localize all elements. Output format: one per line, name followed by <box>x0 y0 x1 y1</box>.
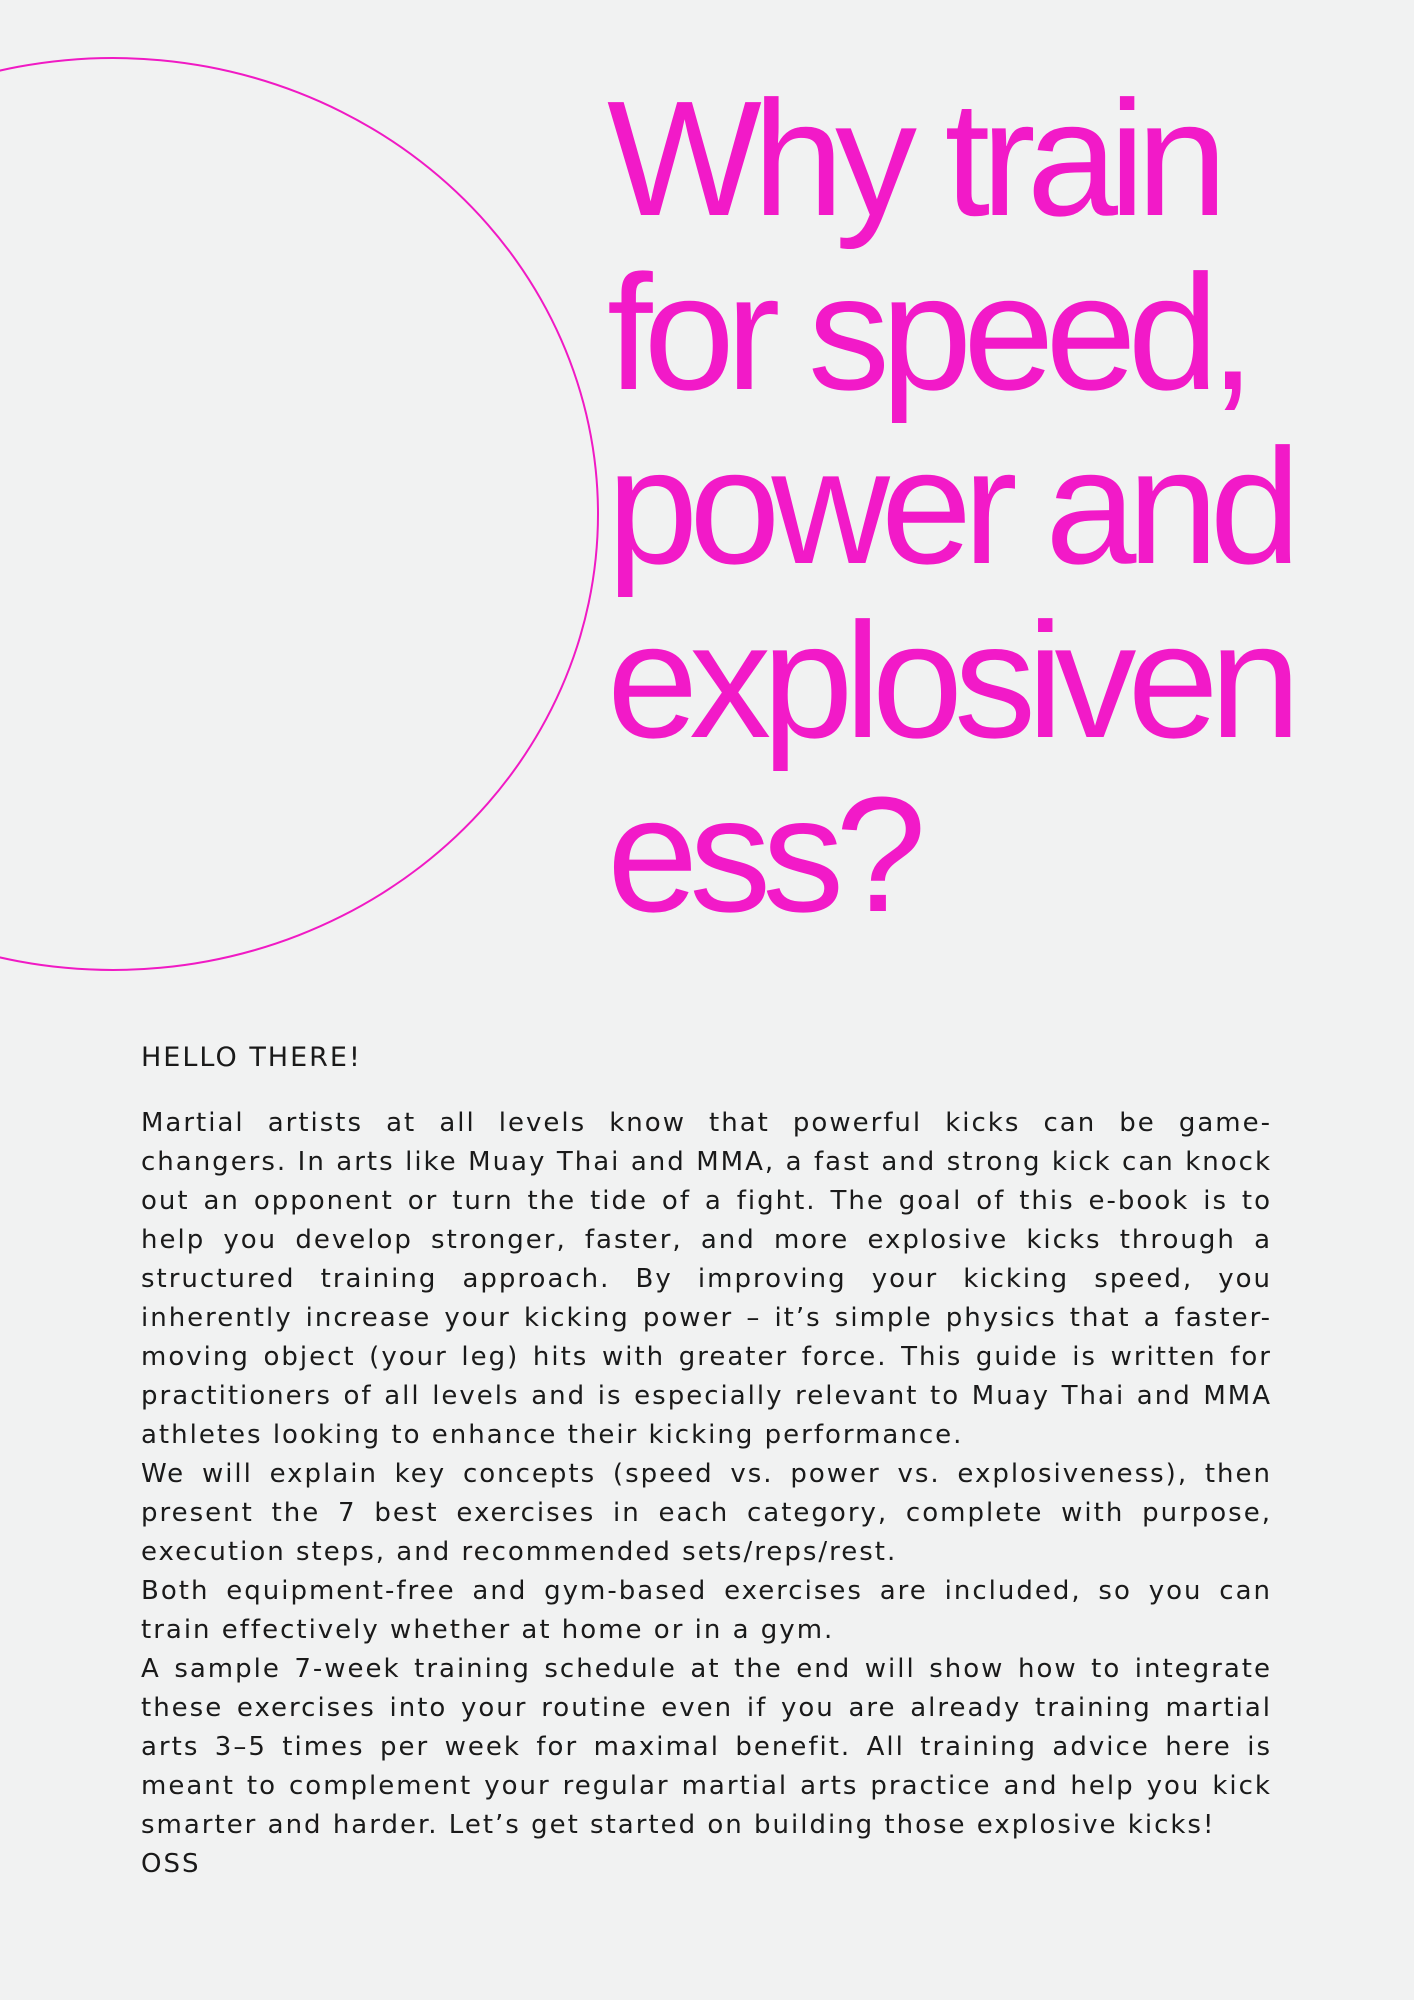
title-line-4: explosiven <box>607 589 1292 772</box>
greeting-heading: HELLO THERE! <box>141 1042 362 1073</box>
decorative-circle <box>0 57 599 971</box>
intro-paragraph-1: Martial artists at all levels know that powerful kicks can be game-changers. In arts like Muay Thai and MMA, a fast and strong kick can knock out an opponent or turn the tide of a fight. The goal of this e-book is to help you develop stronger, faster, and more explosive kicks through a structured training approach. By improving your kicking speed, you inherently increase your kicking power – it’s simple physics that a faster-moving object (your leg) hits with greater force. This guide is written for practitioners of all levels and is especially relevant to Muay Thai and MMA athletes looking to enhance their kicking performance. <box>141 1108 1272 1450</box>
sign-off: OSS <box>141 1849 201 1879</box>
title-line-1: Why train <box>607 67 1219 250</box>
intro-text <box>141 1104 1272 1884</box>
title-line-2: for speed, <box>607 241 1247 424</box>
title-line-5: ess? <box>607 763 918 946</box>
title-line-3: power and <box>607 415 1292 598</box>
intro-paragraph-3: Both equipment-free and gym-based exercises are included, so you can train effectively whether at home or in a gym. <box>141 1576 1272 1645</box>
intro-paragraph-4: A sample 7-week training schedule at the end will show how to integrate these exercises into your routine even if you are already training martial arts 3–5 times per week for maximal benefit. All training advice here is meant to complement your regular martial arts practice and help you kick smarter and harder. Let’s get started on building those explosive kicks! <box>141 1654 1272 1840</box>
intro-paragraph-2: We will explain key concepts (speed vs. power vs. explosiveness), then present the 7 best exercises in each category, complete with purpose, execution steps, and recommended sets/reps/rest. <box>141 1459 1272 1567</box>
page-title <box>607 67 1397 946</box>
